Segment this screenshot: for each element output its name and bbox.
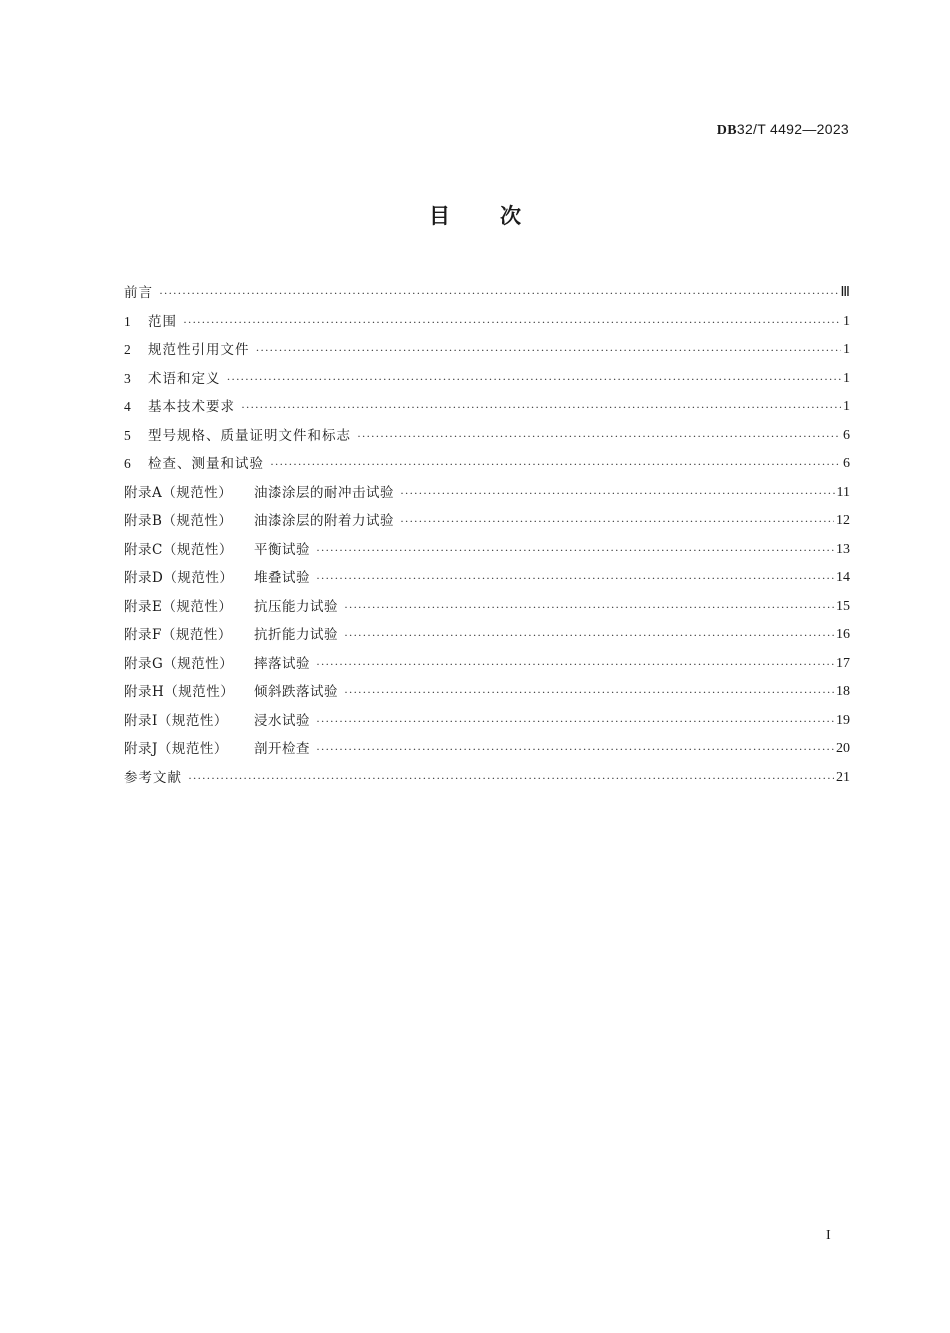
toc-entry-page: 17 bbox=[836, 655, 850, 671]
toc-entry-page: 18 bbox=[836, 684, 850, 699]
toc-entry-number: 2 bbox=[124, 342, 131, 357]
toc-entry-references[interactable] bbox=[124, 764, 850, 793]
toc-entry-page: 13 bbox=[836, 541, 850, 557]
title-char-2: 次 bbox=[500, 204, 521, 228]
annex-label: 附录G（规范性） bbox=[124, 655, 234, 672]
toc-entry-page: 6 bbox=[843, 427, 850, 443]
toc-entry-annex-j[interactable] bbox=[124, 735, 850, 764]
toc-entry-3[interactable] bbox=[124, 365, 850, 394]
annex-label: 附录J（规范性） bbox=[124, 741, 228, 757]
toc-entry-number: 1 bbox=[124, 313, 131, 329]
standard-code-number: 32/T 4492—2023 bbox=[736, 121, 849, 137]
title-char-1: 目 bbox=[429, 204, 450, 228]
annex-title: 抗折能力试验 bbox=[254, 627, 338, 643]
toc-entry-page: 1 bbox=[843, 399, 850, 414]
toc-entry-label: 参考文献 bbox=[124, 769, 182, 786]
toc-entry-label: 前言 bbox=[124, 285, 153, 301]
annex-title: 摔落试验 bbox=[254, 655, 310, 672]
annex-title: 平衡试验 bbox=[254, 541, 310, 558]
dot-leader bbox=[316, 650, 834, 679]
toc-entry-page: 21 bbox=[836, 769, 850, 785]
standard-code bbox=[717, 121, 849, 139]
annex-title: 倾斜跌落试验 bbox=[254, 684, 338, 700]
toc-entry-page: 16 bbox=[836, 627, 850, 642]
toc-entry-annex-i[interactable] bbox=[124, 707, 850, 736]
toc-entry-number: 3 bbox=[124, 370, 131, 386]
toc-entry-label: 型号规格、质量证明文件和标志 bbox=[148, 427, 351, 444]
annex-label: 附录A（规范性） bbox=[124, 484, 233, 501]
toc-entry-1[interactable] bbox=[124, 308, 850, 337]
dot-leader bbox=[188, 764, 834, 793]
toc-entry-label: 范围 bbox=[148, 313, 177, 330]
dot-leader bbox=[316, 564, 834, 593]
toc-entry-label: 基本技术要求 bbox=[148, 399, 235, 415]
toc-entry-page: 19 bbox=[836, 712, 850, 728]
toc-entry-page: 14 bbox=[836, 570, 850, 585]
toc-entry-number: 5 bbox=[124, 427, 131, 443]
annex-title: 油漆涂层的耐冲击试验 bbox=[254, 484, 394, 501]
dot-leader bbox=[400, 507, 834, 536]
toc-entry-5[interactable] bbox=[124, 422, 850, 451]
toc-entry-label: 术语和定义 bbox=[148, 370, 221, 387]
toc-entry-number: 4 bbox=[124, 399, 131, 414]
dot-leader bbox=[357, 422, 841, 451]
annex-title: 抗压能力试验 bbox=[254, 598, 338, 615]
toc-entry-page: 15 bbox=[836, 598, 850, 614]
page-title bbox=[0, 200, 950, 230]
toc-entry-page: 1 bbox=[843, 313, 850, 329]
annex-label: 附录I（规范性） bbox=[124, 712, 228, 729]
toc-entry-annex-a[interactable] bbox=[124, 479, 850, 508]
dot-leader bbox=[316, 707, 834, 736]
toc-entry-number: 6 bbox=[124, 456, 131, 471]
page-number: I bbox=[826, 1228, 831, 1243]
toc-entry-6[interactable] bbox=[124, 450, 850, 479]
toc-entry-label: 规范性引用文件 bbox=[148, 342, 250, 358]
dot-leader bbox=[316, 536, 834, 565]
toc-entry-annex-b[interactable] bbox=[124, 507, 850, 536]
toc-entry-page: 6 bbox=[843, 456, 850, 471]
toc-entry-annex-d[interactable] bbox=[124, 564, 850, 593]
annex-title: 浸水试验 bbox=[254, 712, 310, 729]
toc-entry-page: 11 bbox=[836, 484, 850, 500]
annex-title: 剖开检查 bbox=[254, 741, 310, 757]
dot-leader bbox=[256, 336, 842, 365]
dot-leader bbox=[159, 279, 838, 308]
dot-leader bbox=[316, 735, 834, 764]
toc-entry-4[interactable] bbox=[124, 393, 850, 422]
toc-entry-annex-h[interactable] bbox=[124, 678, 850, 707]
annex-label: 附录E（规范性） bbox=[124, 598, 233, 615]
toc-entry-foreword[interactable] bbox=[124, 279, 850, 308]
annex-title: 堆叠试验 bbox=[254, 570, 310, 586]
table-of-contents bbox=[124, 279, 850, 792]
toc-entry-annex-f[interactable] bbox=[124, 621, 850, 650]
toc-entry-annex-e[interactable] bbox=[124, 593, 850, 622]
toc-entry-page: 1 bbox=[843, 342, 850, 357]
dot-leader bbox=[227, 365, 842, 394]
toc-entry-page: Ⅲ bbox=[840, 285, 850, 300]
dot-leader bbox=[241, 393, 841, 422]
dot-leader bbox=[400, 479, 835, 508]
toc-entry-page: 1 bbox=[843, 370, 850, 386]
dot-leader bbox=[270, 450, 841, 479]
dot-leader bbox=[344, 678, 834, 707]
standard-code-prefix: DB bbox=[716, 123, 737, 138]
annex-title: 油漆涂层的附着力试验 bbox=[254, 513, 394, 529]
annex-label: 附录H（规范性） bbox=[124, 684, 235, 700]
annex-label: 附录D（规范性） bbox=[124, 570, 234, 586]
dot-leader bbox=[183, 308, 841, 337]
toc-entry-page: 12 bbox=[836, 513, 850, 528]
toc-entry-label: 检查、测量和试验 bbox=[148, 456, 264, 472]
toc-entry-annex-c[interactable] bbox=[124, 536, 850, 565]
toc-entry-annex-g[interactable] bbox=[124, 650, 850, 679]
dot-leader bbox=[344, 593, 834, 622]
annex-label: 附录C（规范性） bbox=[124, 541, 233, 558]
annex-label: 附录F（规范性） bbox=[124, 627, 232, 643]
toc-entry-page: 20 bbox=[836, 741, 850, 756]
dot-leader bbox=[344, 621, 834, 650]
annex-label: 附录B（规范性） bbox=[124, 513, 233, 529]
toc-entry-2[interactable] bbox=[124, 336, 850, 365]
